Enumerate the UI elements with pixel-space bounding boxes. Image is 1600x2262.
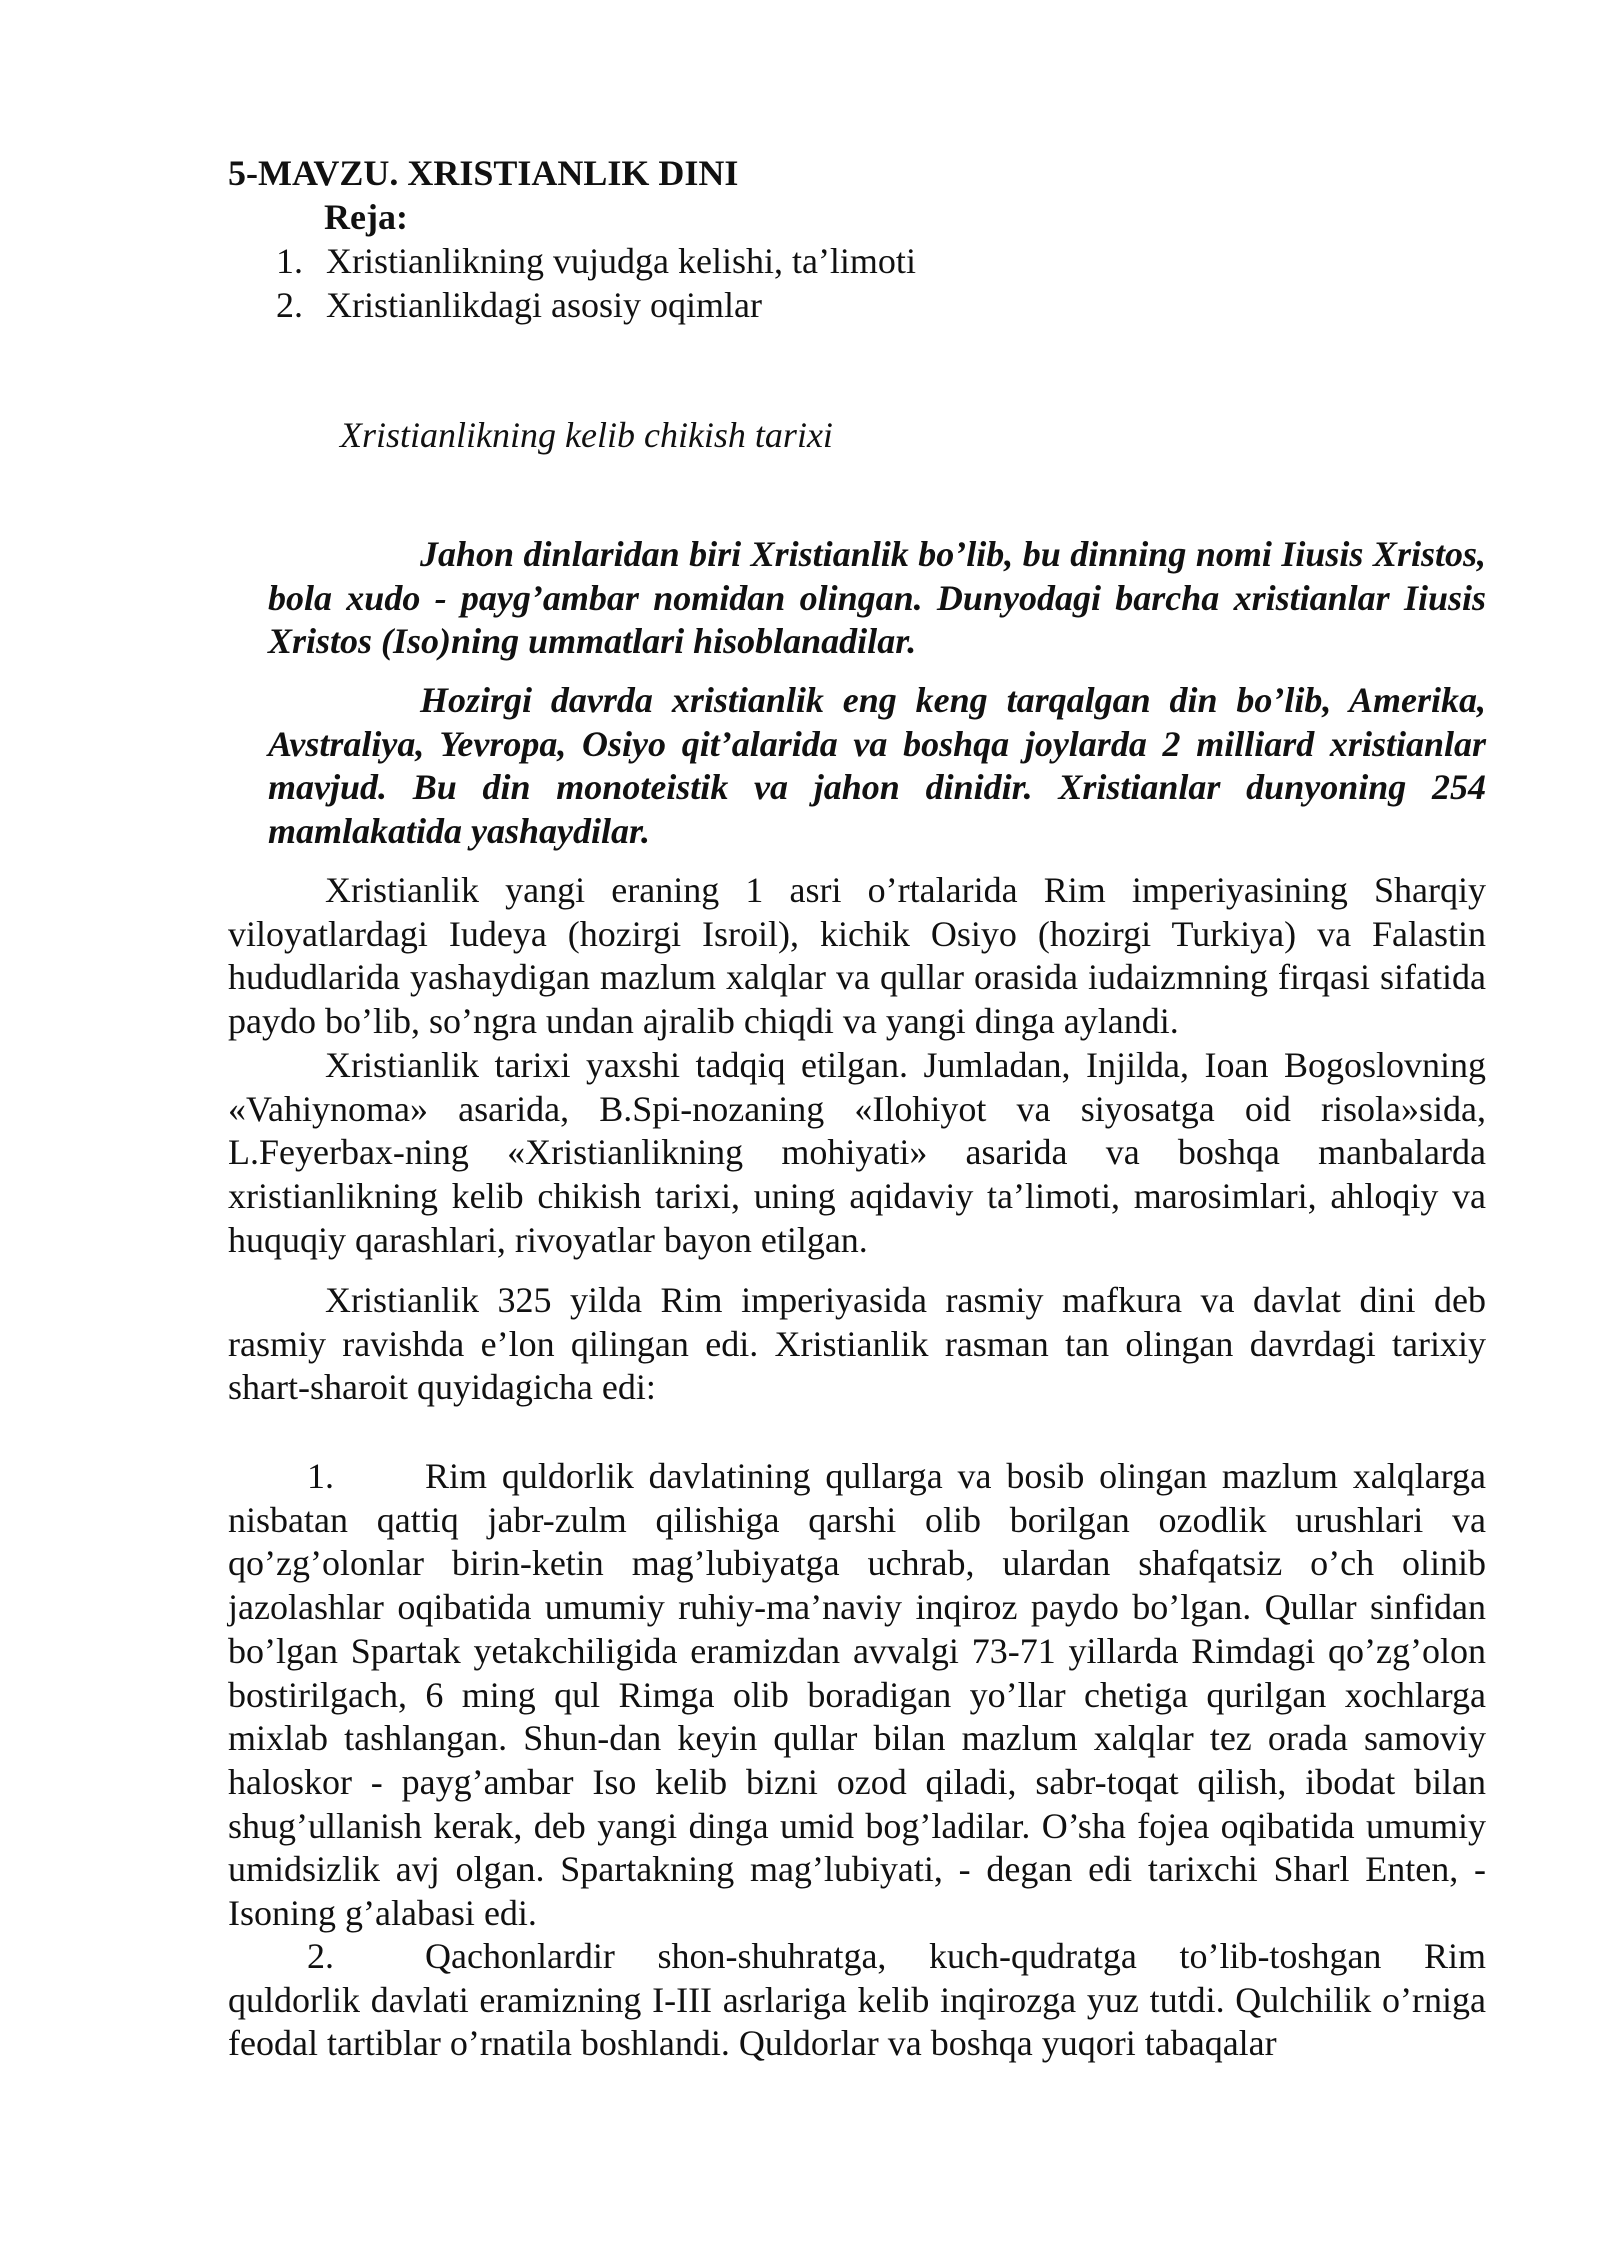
plan-item-text: Xristianlikdagi asosiy oqimlar: [326, 284, 762, 325]
paragraph-number: 1.: [307, 1456, 334, 1496]
numbered-paragraph-text: Qachonlardir shon-shuhratga, kuch-qudratga to’lib-toshgan Rim quldorlik davlati eramizning I-III asrlariga kelib inqirozga yuz tutdi. Qulchilik o’rniga feodal tartiblar o’rnatila boshlandi. Quldorlar va boshqa yuqori tabaqalar: [228, 1936, 1486, 2064]
plan-item-number: 2.: [276, 284, 303, 325]
numbered-paragraph: [228, 1455, 1486, 1936]
paragraph-number: 2.: [307, 1936, 334, 1976]
plan-list: [276, 240, 916, 327]
body-paragraph: Xristianlik 325 yilda Rim imperiyasida rasmiy mafkura va davlat dini deb rasmiy ravishda e’lon qilingan edi. Xristianlik rasman tan olingan davrdagi tarixiy shart-sharoit quyidagicha edi:: [228, 1280, 1486, 1408]
intro-paragraph: Jahon dinlaridan biri Xristianlik bo’lib, bu dinning nomi Iiusis Xristos, bola xudo - payg’ambar nomidan olingan. Dunyodagi barcha xristianlar Iiusis Xristos (Iso)ning ummatlari hisoblanadilar.: [268, 534, 1486, 662]
plan-label: Reja:: [324, 197, 408, 237]
plan-item: [276, 284, 916, 328]
numbered-paragraph: [228, 1935, 1486, 2066]
document-title: 5-MAVZU. XRISTIANLIK DINI: [228, 153, 739, 193]
plan-item-number: 1.: [276, 241, 303, 281]
section-subtitle: Xristianlikning kelib chikish tarixi: [340, 415, 833, 455]
body-paragraph: Xristianlik yangi eraning 1 asri o’rtalarida Rim imperiyasining Sharqiy viloyatlardagi Iudeya (hozirgi Isroil), kichik Osiyo (hozirgi Turkiya) va Falastin hududlarida yashaydigan mazlum xalqlar va qullar orasida iudaizmning firqasi sifatida paydo bo’lib, so’ngra undan ajralib chiqdi va yangi dinga aylandi.: [228, 870, 1486, 1042]
plan-item: [276, 240, 916, 284]
numbered-paragraph-text: Rim quldorlik davlatining qullarga va bosib olingan mazlum xalqlarga nisbatan qattiq jabr-zulm qilishiga qarshi olib borilgan ozodlik urushlari va qo’zg’olonlar birin-ketin mag’lubiyatga uchrab, ulardan shafqatsiz o’ch olinib jazolashlar oqibatida umumiy ruhiy-ma’naviy inqiroz paydo bo’lgan. Qullar sinfidan bo’lgan Spartak yetakchiligida eramizdan avvalgi 73-71 yillarda Rimdagi qo’zg’olon bostirilgach, 6 ming qul Rimga olib boradigan yo’llar chetiga qurilgan xochlarga mixlab tashlangan. Shun-dan keyin qullar bilan mazlum xalqlar tez orada samoviy haloskor - payg’ambar Iso kelib bizni ozod qiladi, sabr-toqat qilish, ibodat bilan shug’ullanish kerak, deb yangi dinga umid bog’ladilar. O’sha fojea oqibatida umumiy umidsizlik avj olgan. Spartakning mag’lubiyati, - degan edi tarixchi Sharl Enten, - Isoning g’alabasi edi.: [228, 1456, 1486, 1934]
body-paragraph: Xristianlik tarixi yaxshi tadqiq etilgan. Jumladan, Injilda, Ioan Bogoslovning «Vahiynoma» asarida, B.Spi-nozaning «Ilohiyot va siyosatga oid risola»sida, L.Feyerbax-ning «Xristianlikning mohiyati» asarida va boshqa manbalarda xristianlikning kelib chikish tarixi, uning aqidaviy ta’limoti, marosimlari, ahloqiy va huquqiy qarashlari, rivoyatlar bayon etilgan.: [228, 1045, 1486, 1260]
plan-item-text: Xristianlikning vujudga kelishi, ta’limoti: [326, 241, 916, 281]
intro-paragraph: Hozirgi davrda xristianlik eng keng tarqalgan din bo’lib, Amerika, Avstraliya, Yevropa, Osiyo qit’alarida va boshqa joylarda 2 milliard xristianlar mavjud. Bu din monoteistik va jahon dinidir. Xristianlar dunyoning 254 mamlakatida yashaydilar.: [268, 680, 1486, 852]
